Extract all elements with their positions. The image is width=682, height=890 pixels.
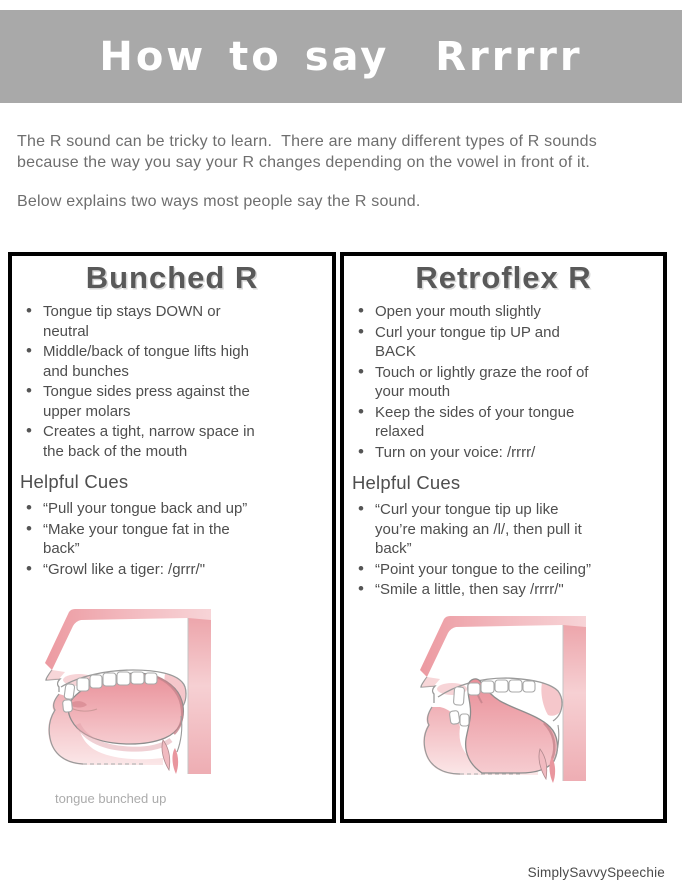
bunched-r-panel: [8, 252, 336, 823]
list-item: • “Make your tongue fat in the back”: [26, 520, 332, 559]
list-item: • “Smile a little, then say /rrrr/": [358, 580, 663, 600]
list-item: • “Pull your tongue back and up”: [26, 499, 332, 519]
retroflex-r-cues-list: [344, 500, 663, 600]
intro-line: The R sound can be tricky to learn. There are many different types of R sounds: [17, 133, 597, 150]
retroflex-r-mouth-diagram: [420, 615, 592, 792]
list-item: • “Growl like a tiger: /grrr/": [26, 560, 332, 580]
list-item: • “Curl your tongue tip up like you’re making an /l/, then pull it back”: [358, 500, 663, 559]
bunched-r-heading: Bunched R: [85, 260, 259, 295]
list-item: • Touch or lightly graze the roof of your mouth: [358, 363, 663, 402]
helpful-cues-heading: Helpful Cues: [20, 471, 129, 492]
list-item: • “Point your tongue to the ceiling”: [358, 560, 663, 580]
list-item: • Tongue tip stays DOWN or neutral: [26, 302, 332, 341]
credit-text: SimplySavvySpeechie: [527, 865, 665, 880]
retroflex-r-panel: [340, 252, 667, 823]
list-item: • Creates a tight, narrow space in the back of the mouth: [26, 422, 332, 461]
intro-paragraphs: [17, 131, 669, 212]
title-banner: [0, 10, 682, 103]
intro-line: Below explains two ways most people say the R sound.: [17, 193, 421, 210]
bunched-r-cues-list: [12, 499, 332, 579]
list-item: • Open your mouth slightly: [358, 302, 663, 322]
list-item: • Keep the sides of your tongue relaxed: [358, 403, 663, 442]
retroflex-r-bullet-list: [344, 302, 663, 462]
page-title: How to say Rrrrrr: [99, 33, 583, 80]
retroflex-r-heading: Retroflex R: [415, 260, 592, 295]
clipped-caption: tongue bunched up: [55, 791, 167, 806]
list-item: • Curl your tongue tip UP and BACK: [358, 323, 663, 362]
helpful-cues-heading: Helpful Cues: [352, 472, 461, 493]
bunched-r-bullet-list: [12, 302, 332, 461]
list-item: • Turn on your voice: /rrrr/: [358, 443, 663, 463]
list-item: • Middle/back of tongue lifts high and bunches: [26, 342, 332, 381]
list-item: • Tongue sides press against the upper molars: [26, 382, 332, 421]
bunched-r-mouth-diagram: [45, 608, 217, 785]
intro-line: because the way you say your R changes depending on the vowel in front of it.: [17, 154, 591, 171]
